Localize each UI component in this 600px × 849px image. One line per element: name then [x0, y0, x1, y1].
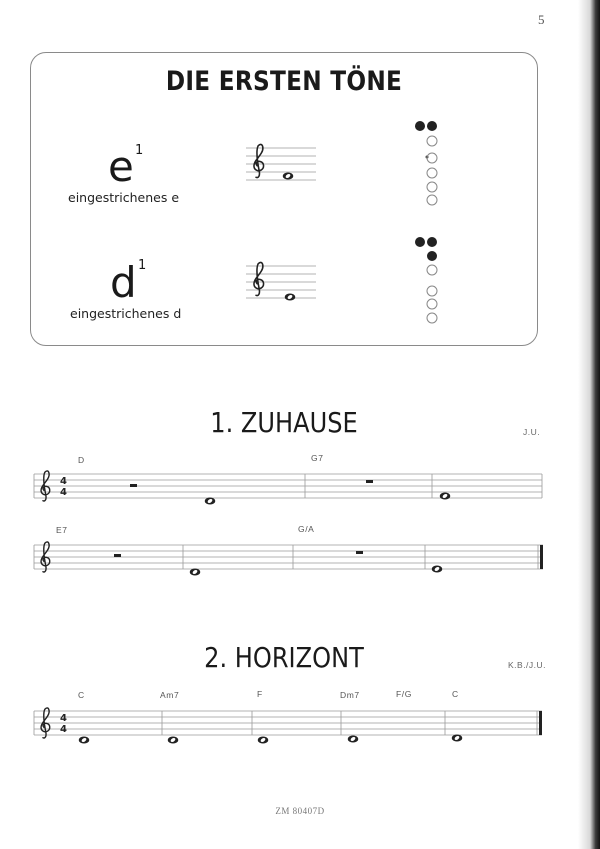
- first-notes-title: DIE ERSTEN TÖNE: [165, 66, 403, 97]
- whole-note: [348, 736, 359, 743]
- treble-clef-icon: [254, 144, 264, 177]
- whole-note: [452, 735, 463, 742]
- song-1-composer: J.U.: [523, 427, 541, 437]
- whole-note: [440, 493, 451, 500]
- svg-text:4: 4: [60, 724, 67, 735]
- chord-label: E7: [56, 525, 68, 535]
- chord-label: F: [257, 689, 263, 699]
- chord-label: G/A: [298, 524, 315, 534]
- half-rest: [130, 484, 137, 487]
- note-d-octave: 1: [138, 258, 147, 273]
- svg-text:4: 4: [60, 487, 67, 498]
- whole-note: [258, 737, 269, 744]
- whole-note-d: [285, 294, 296, 301]
- chord-label: Am7: [160, 690, 180, 700]
- note-e-name: eingestrichenes e: [68, 190, 180, 205]
- song-2-composer: K.B./J.U.: [508, 660, 547, 670]
- footer-code: ZM 80407D: [275, 806, 325, 816]
- note-d-letter: d: [110, 258, 137, 307]
- chord-label: C: [78, 690, 85, 700]
- chord-label: D: [78, 455, 85, 465]
- chord-label: F/G: [396, 689, 412, 699]
- whole-note: [79, 737, 90, 744]
- chord-label: G7: [311, 453, 324, 463]
- note-d-name: eingestrichenes d: [70, 306, 182, 321]
- whole-note: [168, 737, 179, 744]
- chord-label: Dm7: [340, 690, 360, 700]
- song-1-system-2: [34, 524, 543, 576]
- svg-text:4: 4: [60, 713, 67, 724]
- svg-text:4: 4: [60, 476, 67, 487]
- note-e-octave: 1: [135, 143, 144, 158]
- fingering-chart-d: [415, 237, 437, 323]
- half-rest: [366, 480, 373, 483]
- half-rest: [114, 554, 121, 557]
- chord-label: C: [452, 689, 459, 699]
- song-1-title: 1. ZUHAUSE: [210, 406, 358, 439]
- song-1-system-1: [34, 453, 542, 505]
- fingering-chart-e: [415, 121, 437, 205]
- whole-note: [432, 566, 443, 573]
- half-rest: [356, 551, 363, 554]
- treble-clef-icon: [254, 262, 264, 295]
- whole-note: [190, 569, 201, 576]
- whole-note: [205, 498, 216, 505]
- whole-note-e: [283, 173, 294, 180]
- page-number: 5: [538, 12, 545, 27]
- note-e-letter: e: [108, 142, 134, 191]
- song-2-system-1: [34, 689, 542, 744]
- song-2-title: 2. HORIZONT: [204, 641, 364, 674]
